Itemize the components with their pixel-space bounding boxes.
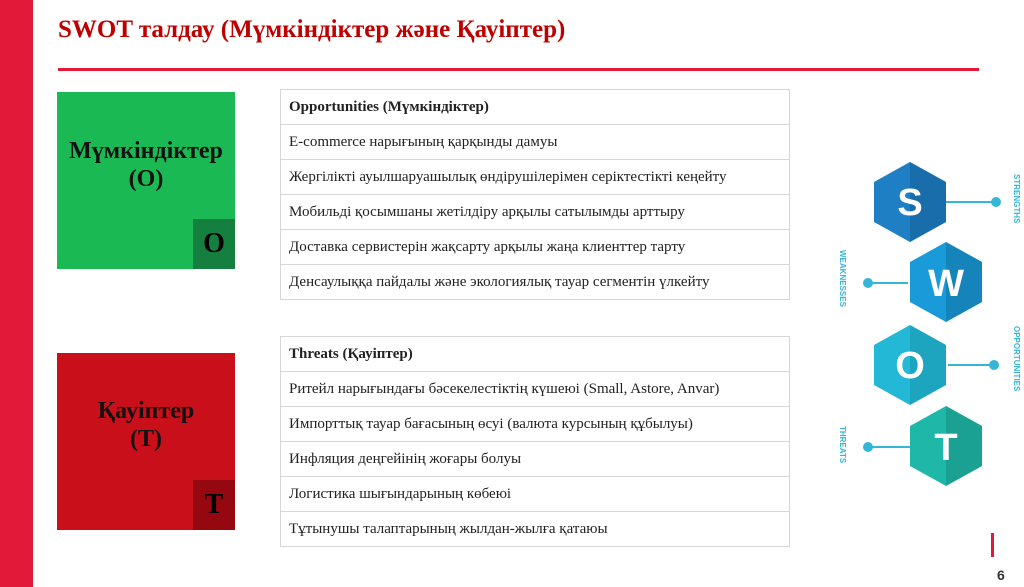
opportunities-box-label <box>57 137 235 193</box>
threats-hexagon <box>910 406 982 486</box>
threats-header: Threats (Қауіптер) <box>281 337 790 372</box>
threat-item: Ритейл нарығындағы бәсекелестіктің күшеюі (Small, Astore, Anvar) <box>281 372 790 407</box>
weaknesses-label: WEAKNESSES <box>838 250 847 307</box>
swot-letter-w: W <box>928 263 964 305</box>
table-row <box>281 195 790 230</box>
opportunities-box <box>57 92 235 269</box>
swot-connectors <box>864 198 1000 451</box>
threats-label: THREATS <box>838 426 847 464</box>
swot-graphic <box>828 140 1024 500</box>
opportunity-item: Доставка сервистерін жақсарту арқылы жаңа клиенттер тарту <box>281 230 790 265</box>
opportunities-box-label-line1: Мүмкіндіктер <box>69 138 223 164</box>
threats-box-label-line2: (T) <box>130 426 162 452</box>
threat-item: Тұтынушы талаптарының жылдан-жылға қатаюы <box>281 512 790 547</box>
threat-item: Импорттық тауар бағасының өсуі (валюта курсының құбылуы) <box>281 407 790 442</box>
opportunities-header: Opportunities (Мүмкіндіктер) <box>281 90 790 125</box>
opportunities-hexagon <box>874 325 946 405</box>
table-row <box>281 125 790 160</box>
threats-box-label-line1: Қауіптер <box>97 398 195 424</box>
table-row <box>281 372 790 407</box>
page-title: SWOT талдау (Мүмкіндіктер және Қауіптер) <box>58 16 566 43</box>
table-row <box>281 265 790 300</box>
left-accent-bar <box>0 0 33 587</box>
threats-table <box>280 336 790 547</box>
title-divider <box>58 68 979 71</box>
table-header-row <box>281 90 790 125</box>
strengths-label: STRENGTHS <box>1012 174 1021 224</box>
weaknesses-hexagon <box>910 242 982 322</box>
table-row <box>281 160 790 195</box>
opportunities-box-label-line2: (O) <box>128 166 164 192</box>
page-number-marker <box>991 533 994 557</box>
opportunity-item: Мобильді қосымшаны жетілдіру арқылы сатылымды арттыру <box>281 195 790 230</box>
table-row <box>281 477 790 512</box>
opportunity-item: Денсаулыққа пайдалы және экологиялық тауар сегментін үлкейту <box>281 265 790 300</box>
swot-letter-o: O <box>895 345 925 387</box>
opportunities-corner-letter: O <box>193 219 235 269</box>
table-row <box>281 230 790 265</box>
threats-corner-letter: T <box>193 480 235 530</box>
table-row <box>281 407 790 442</box>
page-number: 6 <box>997 567 1005 583</box>
table-header-row <box>281 337 790 372</box>
opportunity-item: Жергілікті ауылшаруашылық өндірушілерімен серіктестікті кеңейту <box>281 160 790 195</box>
table-row <box>281 442 790 477</box>
threats-box-label <box>57 397 235 453</box>
threat-item: Логистика шығындарының көбеюі <box>281 477 790 512</box>
opportunities-table <box>280 89 790 300</box>
swot-letter-t: T <box>934 427 958 469</box>
opportunity-item: E-commerce нарығының қарқынды дамуы <box>281 125 790 160</box>
opportunities-label: OPPORTUNITIES <box>1012 326 1021 392</box>
strengths-hexagon <box>874 162 946 242</box>
swot-letter-s: S <box>897 182 923 224</box>
table-row <box>281 512 790 547</box>
threat-item: Инфляция деңгейінің жоғары болуы <box>281 442 790 477</box>
threats-box <box>57 353 235 530</box>
